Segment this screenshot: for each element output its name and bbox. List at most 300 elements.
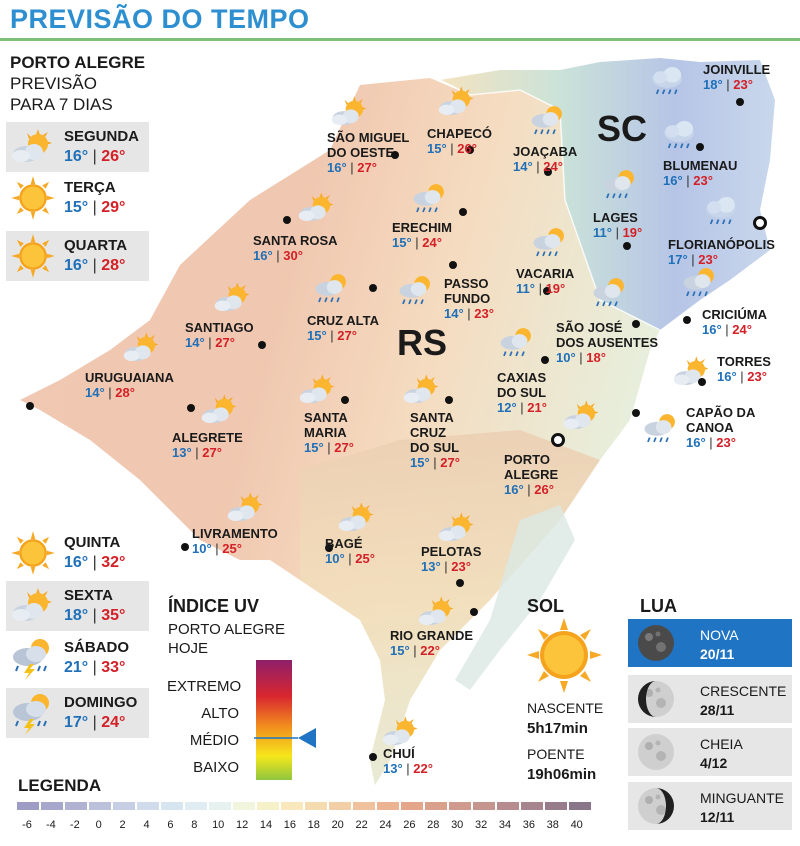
city-temps: 12° | 21° — [497, 400, 547, 415]
city-label — [192, 526, 278, 556]
city-max: 27° — [337, 328, 357, 343]
day-temps: 16° | 32° — [64, 554, 126, 571]
partly-cloudy-icon — [562, 396, 602, 441]
city-label — [85, 370, 174, 400]
city-marker — [369, 753, 377, 761]
uv-level-1: ALTO — [201, 705, 239, 722]
uv-indicator-arrow — [298, 728, 316, 748]
legend-tick: 4 — [143, 819, 150, 831]
city-max: 23° — [733, 77, 753, 92]
legend-swatch — [569, 802, 591, 810]
rain-icon — [410, 178, 450, 223]
day-temps: 15° | 29° — [64, 199, 126, 216]
city-name: VACARIA — [516, 266, 575, 281]
partly-cloudy-icon — [437, 82, 477, 127]
rain-icon — [528, 100, 568, 145]
day-forecast-0 — [6, 122, 149, 172]
legend-tick: 40 — [570, 819, 583, 831]
city-label — [307, 313, 379, 343]
city-label — [325, 536, 375, 566]
city-max: 25° — [222, 541, 242, 556]
city-label — [304, 410, 354, 455]
city-min: 13° — [172, 445, 192, 460]
city-temps: 13° | 27° — [172, 445, 222, 460]
city-max: 23° — [451, 559, 471, 574]
legend-tick: 34 — [498, 819, 512, 831]
city-temps: 14° | 27° — [185, 335, 235, 350]
day-min: 21° — [64, 659, 89, 676]
city-label — [593, 210, 642, 240]
capital-marker — [753, 216, 767, 230]
legend-swatch — [41, 802, 63, 810]
legend-tick: 20 — [331, 819, 344, 831]
rain-icon — [600, 164, 640, 209]
city-min: 15° — [392, 235, 412, 250]
city-max: 24° — [543, 159, 563, 174]
city-min: 14° — [444, 306, 464, 321]
city-temps: 14° | 24° — [513, 159, 563, 174]
day-name: SÁBADO — [64, 639, 130, 656]
day-forecast-6 — [6, 688, 149, 738]
day-name: SEGUNDA — [64, 128, 140, 145]
city-temps: 13° | 23° — [421, 559, 471, 574]
partly-cloudy-icon — [298, 370, 338, 415]
day-max: 24° — [101, 714, 126, 731]
city-max: 23° — [716, 435, 736, 450]
sc-state-label: SC — [597, 108, 648, 149]
moon-phase-name: MINGUANTE — [700, 790, 784, 806]
city-temps: 14° | 23° — [444, 306, 494, 321]
city-name: URUGUAIANA — [85, 370, 174, 385]
city-temps: 16° | 23° — [663, 173, 713, 188]
legend-tick: 8 — [191, 819, 198, 831]
city-min: 14° — [185, 335, 205, 350]
city-min: 16° — [327, 160, 347, 175]
day-forecast-2 — [6, 231, 149, 281]
city-min: 15° — [304, 440, 324, 455]
city-name: ERECHIM — [392, 220, 452, 235]
legend-swatch — [161, 802, 183, 810]
legend-tick: -4 — [46, 819, 56, 831]
day-temps: 18° | 35° — [64, 607, 126, 624]
city-max: 27° — [202, 445, 222, 460]
moon-phase-date: 20/11 — [700, 646, 735, 662]
city-marker — [449, 261, 457, 269]
city-temps: 16° | 24° — [702, 322, 752, 337]
partly-cloudy-icon — [672, 352, 712, 397]
legend-swatch — [65, 802, 87, 810]
city-max: 22° — [413, 761, 433, 776]
city-max: 27° — [357, 160, 377, 175]
legend-swatch — [281, 802, 303, 810]
city-marker — [623, 242, 631, 250]
city-name: FLORIANÓPOLIS — [668, 237, 775, 252]
city-label — [444, 276, 494, 321]
legend-tick: 28 — [427, 819, 440, 831]
city-temps: 17° | 23° — [668, 252, 718, 267]
city-max: 19° — [545, 281, 566, 296]
legend-tick: 32 — [474, 819, 488, 831]
city-name: TORRES — [717, 354, 771, 369]
city-name-line2: DOS AUSENTES — [556, 335, 659, 350]
city-marker — [541, 356, 549, 364]
legend-tick: 26 — [403, 819, 416, 831]
sun-title: SOL — [527, 596, 565, 616]
day-name: TERÇA — [64, 179, 116, 196]
partly-cloudy-icon — [402, 370, 442, 415]
rain-icon — [530, 222, 570, 267]
city-marker — [369, 284, 377, 292]
city-label — [717, 354, 771, 384]
city-name: PORTO — [504, 452, 550, 467]
legend-swatch — [353, 802, 375, 810]
city-label — [390, 628, 473, 658]
city-min: 16° — [686, 435, 706, 450]
city-name: RIO GRANDE — [390, 628, 474, 643]
partly-cloudy-icon — [213, 278, 253, 323]
city-name: JOINVILLE — [703, 62, 771, 77]
city-min: 11° — [516, 281, 535, 296]
city-min: 12° — [497, 400, 517, 415]
legend-tick: 24 — [379, 819, 392, 831]
city-name: JOAÇABA — [513, 144, 578, 159]
day-min: 15° — [64, 199, 89, 216]
rain-icon — [312, 268, 352, 313]
city-label — [421, 544, 481, 574]
city-min: 15° — [427, 141, 447, 156]
city-min: 15° — [390, 643, 410, 658]
city-name: CAXIAS — [497, 370, 547, 385]
day-temps: 21° | 33° — [64, 659, 126, 676]
uv-level-2: MÉDIO — [189, 732, 239, 749]
legend-swatch — [545, 802, 567, 810]
city-marker — [696, 143, 704, 151]
day-name: QUARTA — [64, 237, 128, 254]
city-min: 10° — [556, 350, 576, 365]
city-min: 16° — [717, 369, 737, 384]
city-name: CHAPECÓ — [427, 126, 493, 141]
legend-swatch — [521, 802, 543, 810]
city-min: 16° — [702, 322, 722, 337]
city-max: 25° — [355, 551, 375, 566]
moon-phase-2 — [628, 728, 792, 776]
city-label — [185, 320, 254, 350]
city-name-line2: MARIA — [304, 425, 347, 440]
legend-swatch — [89, 802, 111, 810]
day-max: 28° — [101, 257, 126, 274]
day-min: 16° — [64, 257, 89, 274]
cloud-rain-icon — [648, 60, 688, 105]
rs-state-label: RS — [397, 322, 448, 363]
day-forecast-1 — [6, 173, 149, 223]
city-label — [253, 233, 338, 263]
city-name: CHUÍ — [383, 746, 415, 761]
moon-phase-date: 4/12 — [700, 755, 728, 771]
city-max: 28° — [115, 385, 135, 400]
legend-swatch — [137, 802, 159, 810]
day-min: 18° — [64, 607, 89, 624]
city-name: LAGES — [593, 210, 638, 225]
city-max: 23° — [747, 369, 767, 384]
sunset-time: 19h06min — [527, 766, 597, 783]
city-max: 23° — [693, 173, 713, 188]
city-temps: 14° | 28° — [85, 385, 135, 400]
city-name-line2: ALEGRE — [504, 467, 559, 482]
city-temps: 16° | 30° — [253, 248, 303, 263]
city-max: 23° — [474, 306, 494, 321]
legend-swatch — [17, 802, 39, 810]
legend-swatch — [209, 802, 231, 810]
city-marker — [187, 404, 195, 412]
rain-icon — [497, 322, 537, 367]
sunrise-label: NASCENTE — [527, 700, 604, 716]
city-marker — [459, 208, 467, 216]
city-label — [516, 266, 574, 296]
city-label — [172, 430, 243, 460]
left-panel-city: PORTO ALEGRE — [10, 53, 146, 72]
legend-swatch — [401, 802, 423, 810]
city-label — [410, 410, 460, 470]
city-min: 13° — [421, 559, 441, 574]
page-title: PREVISÃO DO TEMPO — [10, 4, 310, 34]
day-min: 16° — [64, 148, 89, 165]
city-name: SANTA ROSA — [253, 233, 338, 248]
city-marker — [632, 409, 640, 417]
city-max: 24° — [732, 322, 752, 337]
day-temps: 16° | 26° — [64, 148, 126, 165]
city-name: SÃO MIGUEL — [327, 130, 410, 145]
legend-swatch — [233, 802, 255, 810]
capital-marker — [551, 433, 565, 447]
city-temps: 15° | 22° — [390, 643, 440, 658]
uv-day: HOJE — [168, 640, 209, 657]
day-min: 16° — [64, 554, 89, 571]
city-name: ALEGRETE — [172, 430, 243, 445]
day-max: 29° — [101, 199, 126, 216]
legend-tick: 30 — [451, 819, 464, 831]
legend-swatch — [305, 802, 327, 810]
city-label — [703, 62, 770, 92]
city-min: 10° — [325, 551, 345, 566]
city-min: 10° — [192, 541, 212, 556]
city-marker — [736, 98, 744, 106]
legend-swatch — [425, 802, 447, 810]
city-max: 26° — [534, 482, 554, 497]
city-marker — [698, 378, 706, 386]
moon-title: LUA — [640, 596, 677, 616]
cloud-rain-icon — [702, 190, 742, 235]
city-marker — [470, 608, 478, 616]
city-min: 14° — [513, 159, 533, 174]
uv-scale-bar — [256, 660, 292, 780]
city-temps: 16° | 23° — [686, 435, 736, 450]
sun-icon — [527, 618, 602, 693]
city-temps: 15° | 27° — [410, 455, 460, 470]
city-label — [497, 370, 547, 415]
uv-level-3: BAIXO — [193, 759, 239, 776]
city-label — [427, 126, 492, 156]
day-name: QUINTA — [64, 534, 121, 551]
city-temps: 16° | 23° — [717, 369, 767, 384]
moon-phase-date: 28/11 — [700, 702, 735, 718]
city-marker — [283, 216, 291, 224]
sunset-label: POENTE — [527, 746, 585, 762]
legend-swatch — [497, 802, 519, 810]
legend-tick: 12 — [235, 819, 249, 831]
city-max: 23° — [698, 252, 718, 267]
city-temps: 13° | 22° — [383, 761, 433, 776]
legend-tick: 36 — [522, 819, 536, 831]
city-name-line2: CANOA — [686, 420, 734, 435]
city-min: 16° — [504, 482, 524, 497]
legend-tick: 18 — [307, 819, 320, 831]
day-max: 33° — [101, 659, 126, 676]
day-name: SEXTA — [64, 587, 113, 604]
sunrise-time: 5h17min — [527, 720, 588, 737]
city-min: 15° — [307, 328, 327, 343]
city-max: 27° — [440, 455, 460, 470]
moon-phase-1 — [628, 675, 792, 723]
city-label — [383, 746, 433, 776]
city-name: SANTA — [410, 410, 454, 425]
moon-phase-date: 12/11 — [700, 809, 735, 825]
city-name: SANTA — [304, 410, 348, 425]
uv-scale — [254, 660, 324, 782]
city-temps: 15° | 24° — [392, 235, 442, 250]
city-max: 21° — [527, 400, 547, 415]
city-max: 26° — [457, 141, 477, 156]
city-label — [392, 220, 452, 250]
legend-tick: 0 — [95, 819, 102, 831]
moon-phase-name: NOVA — [700, 627, 739, 643]
legend-tick: 14 — [259, 819, 273, 831]
city-marker — [181, 543, 189, 551]
cloud-rain-icon — [660, 114, 700, 159]
legend-swatch — [113, 802, 135, 810]
legend-tick: 10 — [212, 819, 225, 831]
city-marker — [683, 316, 691, 324]
city-name-line2: DO SUL — [497, 385, 547, 400]
city-name: SÃO JOSÉ — [556, 320, 623, 335]
day-name: DOMINGO — [64, 694, 138, 711]
city-label — [663, 158, 737, 188]
city-name: CRICIÚMA — [702, 307, 767, 322]
rain-icon — [396, 270, 436, 315]
day-forecast-3 — [6, 528, 149, 578]
city-name-line2: CRUZ — [410, 425, 447, 440]
city-temps: 16° | 27° — [327, 160, 377, 175]
city-name: PASSO — [444, 276, 489, 291]
left-panel-subtitle-2: PARA 7 DIAS — [10, 95, 113, 114]
city-min: 16° — [663, 173, 683, 188]
city-name: PELOTAS — [421, 544, 482, 559]
left-panel-subtitle-1: PREVISÃO — [10, 74, 97, 93]
legend-swatch — [185, 802, 207, 810]
city-label — [513, 144, 577, 174]
city-max: 27° — [215, 335, 235, 350]
legend-tick: 2 — [119, 819, 126, 831]
city-temps: 15° | 26° — [427, 141, 477, 156]
moon-phase-0 — [628, 619, 792, 667]
city-min: 11° — [593, 225, 612, 240]
city-name: CAPÃO DA — [686, 405, 756, 420]
moon-phase-name: CHEIA — [700, 736, 743, 752]
left-panel-title — [10, 52, 145, 115]
legend-tick: 38 — [546, 819, 559, 831]
city-name-line2: FUNDO — [444, 291, 491, 306]
legend-swatch — [473, 802, 495, 810]
day-temps: 16° | 28° — [64, 257, 126, 274]
moon-phase-3 — [628, 782, 792, 830]
city-min: 16° — [253, 248, 273, 263]
city-label — [556, 320, 658, 365]
city-min: 18° — [703, 77, 723, 92]
city-max: 30° — [283, 248, 303, 263]
city-marker — [258, 341, 266, 349]
city-min: 15° — [410, 455, 430, 470]
city-min: 14° — [85, 385, 105, 400]
city-temps: 10° | 25° — [192, 541, 242, 556]
legend-swatch — [329, 802, 351, 810]
partly-cloudy-icon — [200, 390, 240, 435]
day-min: 17° — [64, 714, 89, 731]
legend-tick: -2 — [69, 819, 80, 831]
city-temps: 10° | 18° — [556, 350, 606, 365]
legend-tick: 6 — [167, 819, 174, 831]
city-max: 22° — [420, 643, 440, 658]
city-temps: 11° | 19° — [516, 281, 566, 296]
day-forecast-4 — [6, 581, 149, 631]
city-max: 27° — [334, 440, 354, 455]
city-marker — [26, 402, 34, 410]
legend-swatch — [449, 802, 471, 810]
rain-icon — [590, 272, 630, 317]
city-max: 19° — [622, 225, 643, 240]
city-label — [504, 452, 558, 497]
city-temps: 18° | 23° — [703, 77, 753, 92]
rain-icon — [641, 408, 681, 453]
city-name-line2: DO OESTE — [327, 145, 395, 160]
city-label — [702, 307, 767, 337]
city-max: 24° — [422, 235, 442, 250]
city-marker — [341, 396, 349, 404]
city-label — [327, 130, 409, 175]
city-min: 13° — [383, 761, 403, 776]
day-max: 32° — [101, 554, 126, 571]
city-temps: 10° | 25° — [325, 551, 375, 566]
legend-swatch — [377, 802, 399, 810]
uv-title: ÍNDICE UV — [168, 596, 260, 616]
day-max: 26° — [101, 148, 126, 165]
legend-title: LEGENDA — [18, 776, 102, 795]
city-temps: 15° | 27° — [307, 328, 357, 343]
city-temps: 15° | 27° — [304, 440, 354, 455]
city-name: CRUZ ALTA — [307, 313, 379, 328]
city-name: LIVRAMENTO — [192, 526, 278, 541]
city-min: 17° — [668, 252, 688, 267]
uv-level-0: EXTREMO — [167, 678, 242, 695]
uv-location: PORTO ALEGRE — [168, 621, 285, 638]
day-max: 35° — [101, 607, 126, 624]
legend-tick: 22 — [355, 819, 368, 831]
city-name: SANTIAGO — [185, 320, 254, 335]
city-name: BAGÉ — [325, 536, 363, 551]
city-temps: 16° | 26° — [504, 482, 554, 497]
rain-icon — [680, 262, 720, 307]
legend-swatch — [257, 802, 279, 810]
partly-cloudy-icon — [297, 188, 337, 233]
city-temps: 11° | 19° — [593, 225, 643, 240]
